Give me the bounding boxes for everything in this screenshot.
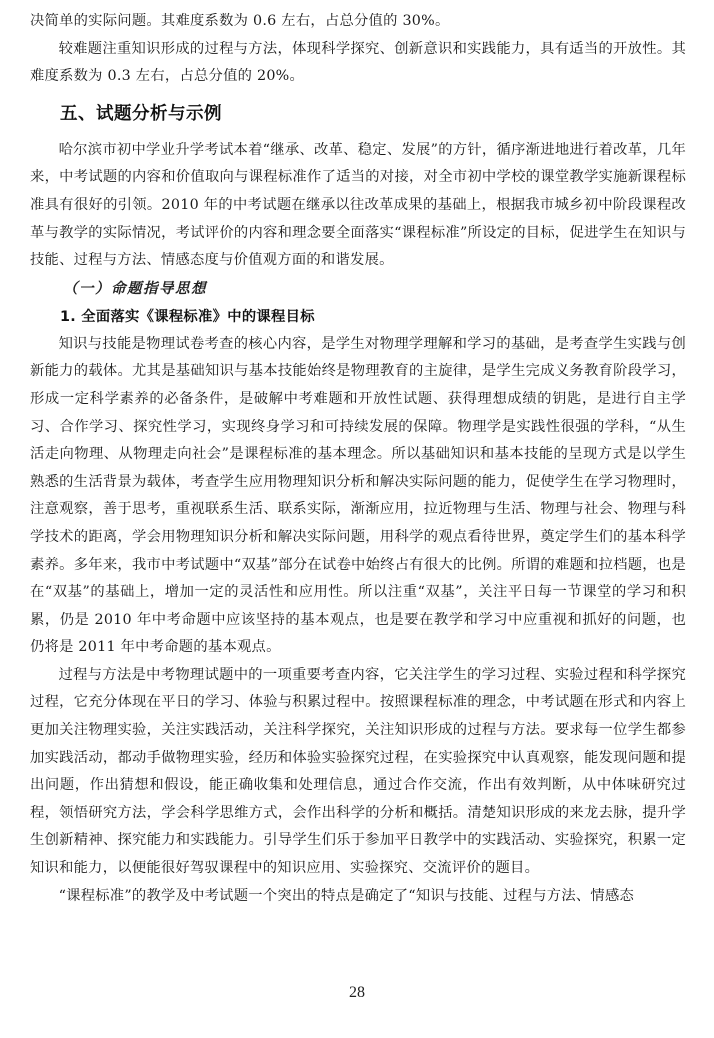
page-body [30,8,686,910]
paragraph-intro: 哈尔滨市初中学业升学考试本着“继承、改革、稳定、发展”的方针，循序渐进地进行着改革，几年来，中考试题的内容和价值取向与课程标准作了适当的对接，对全市初中学校的课堂教学实施新课程标准具有很好的引领。2010 年的中考试题在继承以往改革成果的基础上，根据我市城乡初中阶段课程改革与教学的实际情况，考试评价的内容和理念要全面落实“课程标准”所设定的目标，促进学生在知识与技能、过程与方法、情感态度与价值观方面的和谐发展。 [30,141,686,269]
subsection-heading: （一）命题指导思想 [63,280,207,297]
paragraph-curriculum-standard: “课程标准”的教学及中考试题一个突出的特点是确定了“知识与技能、过程与方法、情感态 [58,887,635,904]
paragraph-knowledge-skills: 知识与技能是物理试卷考查的核心内容，是学生对物理学理解和学习的基础，是考查学生实践与创新能力的载体。尤其是基础知识与基本技能始终是物理教育的主旋律，是学生完成义务教育阶段学习，形成一定科学素养的必备条件，是破解中考难题和开放性试题、获得理想成绩的钥匙，是进行自主学习、合作学习、探究性学习，实现终身学习和可持续发展的保障。物理学是实践性很强的学科，“从生活走向物理、从物理走向社会”是课程标准的基本理念。所以基础知识和基本技能的呈现方式是以学生熟悉的生活背景为载体，考查学生应用物理知识分析和解决实际问题的能力，促使学生在学习物理时，注意观察，善于思考，重视联系生活、联系实际，渐渐应用，拉近物理与生活、物理与社会、物理与科学技术的距离，学会用物理知识分析和解决实际问题，用科学的观点看待世界，奠定学生们的基本科学素养。多年来，我市中考试题中“双基”部分在试卷中始终占有很大的比例。所谓的难题和拉档题，也是在“双基”的基础上，增加一定的灵活性和应用性。所以注重“双基”，关注平日每一节课堂的学习和积累，仍是 2010 年中考命题中应该坚持的基本观点，也是要在教学和学习中应重视和抓好的问题，也仍将是 2011 年中考命题的基本观点。 [30,335,686,656]
page-number: 28 [349,984,365,1001]
numbered-heading: 1. 全面落实《课程标准》中的课程目标 [60,308,315,325]
section-heading: 五、试题分析与示例 [60,103,222,124]
paragraph-continuation: 决简单的实际问题。其难度系数为 0.6 左右，占总分值的 30%。 [30,13,450,29]
paragraph-process-methods: 过程与方法是中考物理试题中的一项重要考查内容，它关注学生的学习过程、实验过程和科学探究过程，它充分体现在平日的学习、体验与积累过程中。按照课程标准的理念，中考试题在形式和内容上更加关注物理实验，关注实践活动，关注科学探究，关注知识形成的过程与方法。要求每一位学生都参加实践活动，都动手做物理实验，经历和体验实验探究过程，在实验探究中认真观察，能发现问题和提出问题，作出猜想和假设，能正确收集和处理信息，通过合作交流，作出有效判断，从中体味研究过程，领悟研究方法，学会科学思维方式，会作出科学的分析和概括。清楚知识形成的来龙去脉，提升学生创新精神、探究能力和实践能力。引导学生们乐于参加平日教学中的实践活动、实验探究，积累一定知识和能力，以便能很好驾驭课程中的知识应用、实验探究、交流评价的题目。 [30,666,686,877]
paragraph-difficult-questions: 较难题注重知识形成的过程与方法，体现科学探究、创新意识和实践能力，具有适当的开放性。其难度系数为 0.3 左右，占总分值的 20%。 [30,40,686,85]
